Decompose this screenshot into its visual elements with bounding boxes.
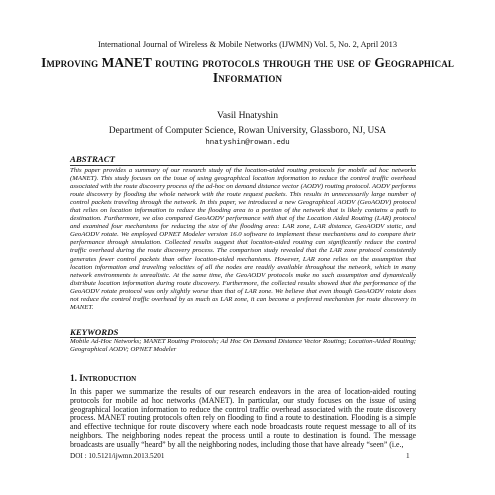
keywords-heading: KEYWORDS bbox=[70, 327, 119, 337]
journal-header: International Journal of Wireless & Mobile Networks (IJWMN) Vol. 5, No. 2, April 2013 bbox=[97, 40, 398, 49]
keywords-text: Mobile Ad-Hoc Networks; MANET Routing Protocols; Ad Hoc On Demand Distance Vector Routing; Location-Aided Routing; Geographical AODV; OPNET Modeler bbox=[70, 338, 416, 354]
author-email: hnatyshin@rowan.edu bbox=[205, 139, 290, 147]
author-affiliation: Department of Computer Science, Rowan University, Glassboro, NJ, USA bbox=[108, 126, 387, 136]
abstract-text: This paper provides a summary of our research study of the location-aided routing protocols for mobile ad hoc networks (MANET). This study focuses on the issue of using geographical location information to reduce the control traffic overhead associated with the route discovery process of the ad-hoc on demand distance vector (AODV) routing protocol. AODV performs route discovery by flooding the whole network with the route request packets. This results in unnecessarily large number of control packets traveling through the network. In this paper, we introduced a new Geographical AODV (GeoAODV) protocol that relies on location information to reduce the flooding area to a portion of the network that is likely contains a path to destination. Furthermore, we also compared GeoAODV performance with that of the Location Aided Routing (LAR) protocol and examined four mechanisms for reducing the size of the flooding area: LAR zone, LAR distance, GeoAODV static, and GeoAODV rotate. We employed OPNET Modeler version 16.0 software to implement these mechanisms and to compare their performance through simulation. Collected results suggest that location-aided routing can significantly reduce the control traffic overhead during the route discovery process. The comparison study revealed that the LAR zone protocol consistently generates fewer control packets than other location-aided mechanisms. However, LAR zone relies on the assumption that location information and traveling velocities of all the nodes are readily available throughout the network, which in many network environments is unrealistic. At the same time, the GeoAODV protocols make no such assumption and dynamically distribute location information during route discovery. Furthermore, the collected results showed that the performance of the GeoAODV rotate protocol was only slightly worse than that of LAR zone. We believe that even though GeoAODV rotate does not reduce the control traffic overhead by as much as LAR zone, it can become a preferred mechanism for route discovery in MANET. bbox=[70, 167, 416, 311]
page-number: 1 bbox=[406, 452, 410, 460]
abstract-top-rule bbox=[70, 165, 416, 166]
abstract-heading: ABSTRACT bbox=[70, 154, 115, 164]
author-name: Vasil Hnatyshin bbox=[216, 110, 279, 121]
doi-footer: DOI : 10.5121/ijwmn.2013.5201 bbox=[70, 452, 165, 460]
paper-title: Improving MANET routing protocols through the use of Geographical Information bbox=[41, 55, 454, 85]
introduction-text: In this paper we summarize the results of our research endeavors in the area of location-aided routing protocols for mobile ad hoc networks (MANET). In particular, our study focuses on the issue of using geographical location information to reduce the control traffic overhead associated with the route discovery process. MANET routing protocols often rely on flooding to find a route to destination. Flooding is a simple and effective technique for route discovery where each node broadcasts route request message to all of its neighbors. The neighboring nodes repeat the process until a route to destination is found. The message broadcasts are usually “heard” by all the neighboring nodes, including those that have already “seen” (i.e., bbox=[70, 388, 416, 449]
section-heading-introduction: 1. Introduction bbox=[70, 374, 137, 384]
